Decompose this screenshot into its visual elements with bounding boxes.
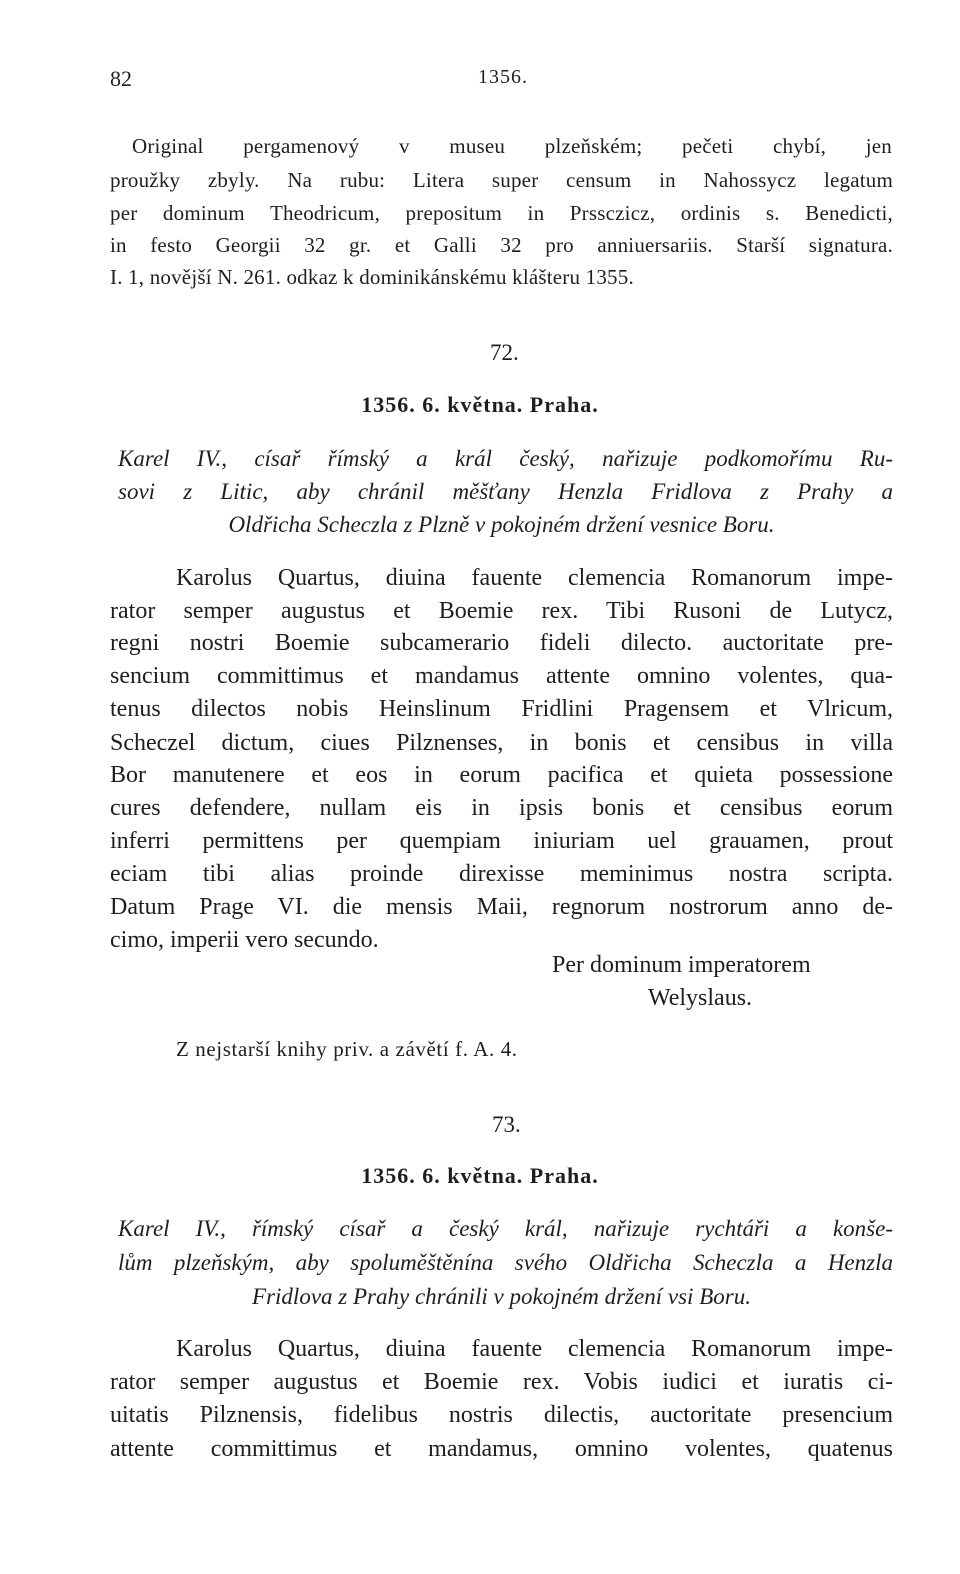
text-line: rator semper augustus et Boemie rex. Tibi Rusoni de Lutycz,: [110, 598, 893, 624]
text-line: attente committimus et mandamus, omnino volentes, quatenus: [110, 1436, 893, 1462]
text-line: sencium committimus et mandamus attente omnino volentes, qua-: [110, 663, 893, 689]
text-line: Datum Prage VI. die mensis Maii, regnorum nostrorum anno de-: [110, 894, 893, 920]
signature-line: Per dominum imperatorem: [552, 952, 811, 978]
running-title: 1356.: [478, 66, 528, 88]
page-number: 82: [110, 66, 132, 91]
text-line: Karolus Quartus, diuina fauente clemencia Romanorum impe-: [176, 1336, 893, 1362]
note-line: proužky zbyly. Na rubu: Litera super censum in Nahossycz legatum: [110, 168, 893, 192]
regest-line: sovi z Litic, aby chránil měšťany Henzla Fridlova z Prahy a: [118, 479, 893, 504]
regest-line: Karel IV., římský císař a český král, nařizuje rychtáři a konše-: [118, 1216, 893, 1241]
document-number: 73.: [492, 1112, 521, 1137]
regest-line: lům plzeňským, aby spoluměštěnína svého Oldřicha Scheczla a Henzla: [118, 1250, 893, 1275]
document-number: 72.: [490, 340, 519, 365]
note-line: in festo Georgii 32 gr. et Galli 32 pro anniuersariis. Starší signatura.: [110, 233, 893, 257]
text-line: uitatis Pilznensis, fidelibus nostris dilectis, auctoritate presencium: [110, 1402, 893, 1428]
text-line: eciam tibi alias proinde direxisse meminimus nostra scripta.: [110, 861, 893, 887]
document-heading: 1356. 6. května. Praha.: [361, 392, 599, 417]
text-line: Bor manutenere et eos in eorum pacifica et quieta possessione: [110, 762, 893, 788]
text-line: cures defendere, nullam eis in ipsis bonis et censibus eorum: [110, 795, 893, 821]
document-heading: 1356. 6. května. Praha.: [361, 1163, 599, 1188]
note-line: I. 1, novější N. 261. odkaz k dominikánskému klášteru 1355.: [110, 265, 634, 289]
text-line: rator semper augustus et Boemie rex. Vobis iudici et iuratis ci-: [110, 1369, 893, 1395]
regest-line: Fridlova z Prahy chránili v pokojném držení vsi Boru.: [252, 1284, 751, 1309]
note-line: per dominum Theodricum, prepositum in Prssczicz, ordinis s. Benedicti,: [110, 201, 893, 225]
signature-name: Welyslaus.: [648, 985, 753, 1011]
text-line: regni nostri Boemie subcamerario fideli dilecto. auctoritate pre-: [110, 630, 893, 656]
text-line: tenus dilectos nobis Heinslinum Fridlini Pragensem et Vlricum,: [110, 696, 893, 722]
regest-line: Oldřicha Scheczla z Plzně v pokojném držení vesnice Boru.: [228, 512, 775, 537]
text-line: inferri permittens per quempiam iniuriam uel grauamen, prout: [110, 828, 893, 854]
text-line: Scheczel dictum, ciues Pilznenses, in bonis et censibus in villa: [110, 730, 893, 756]
source-note: Z nejstarší knihy priv. a závětí f. A. 4.: [176, 1037, 518, 1061]
note-line: Original pergamenový v museu plzeňském; pečeti chybí, jen: [132, 134, 892, 158]
text-line: Karolus Quartus, diuina fauente clemencia Romanorum impe-: [176, 565, 893, 591]
regest-line: Karel IV., císař římský a král český, nařizuje podkomořímu Ru-: [118, 446, 893, 471]
text-line: cimo, imperii vero secundo.: [110, 927, 379, 953]
